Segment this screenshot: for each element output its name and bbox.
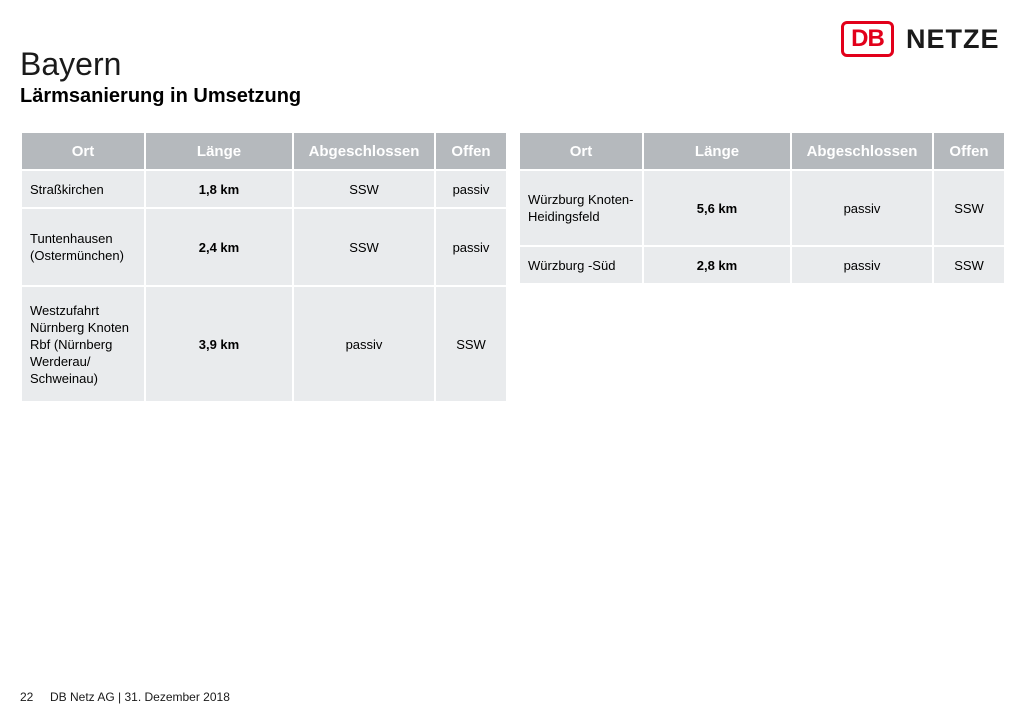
column-header-abgeschlossen: Abgeschlossen [293, 132, 435, 170]
cell-offen: passiv [435, 170, 507, 208]
cell-laenge: 3,9 km [145, 286, 293, 402]
cell-ort: Würzburg -Süd [519, 246, 643, 284]
column-header-abgeschlossen: Abgeschlossen [791, 132, 933, 170]
table-row [519, 246, 1005, 284]
table-header-row [519, 132, 1005, 170]
column-header-offen: Offen [435, 132, 507, 170]
cell-abgeschlossen: SSW [293, 170, 435, 208]
cell-ort: Westzufahrt Nürnberg Knoten Rbf (Nürnberg Werderau/ Schweinau) [21, 286, 145, 402]
cell-offen: passiv [435, 208, 507, 286]
page-title: Bayern [20, 46, 122, 82]
column-header-ort: Ort [21, 132, 145, 170]
table-row [519, 170, 1005, 246]
cell-laenge: 2,8 km [643, 246, 791, 284]
table-row [21, 208, 507, 286]
table-left [20, 131, 508, 403]
db-netze-logo [841, 19, 1000, 59]
cell-offen: SSW [933, 170, 1005, 246]
table-row [21, 286, 507, 402]
cell-offen: SSW [435, 286, 507, 402]
table-header-row [21, 132, 507, 170]
cell-abgeschlossen: passiv [791, 246, 933, 284]
cell-offen: SSW [933, 246, 1005, 284]
db-logo-mark: DB [841, 21, 894, 57]
column-header-ort: Ort [519, 132, 643, 170]
column-header-offen: Offen [933, 132, 1005, 170]
page-subtitle: Lärmsanierung in Umsetzung [20, 85, 302, 107]
footer-text: DB Netz AG | 31. Dezember 2018 [50, 690, 230, 704]
page-number: 22 [20, 690, 34, 704]
cell-laenge: 2,4 km [145, 208, 293, 286]
cell-abgeschlossen: SSW [293, 208, 435, 286]
cell-ort: Straßkirchen [21, 170, 145, 208]
table-right [518, 131, 1006, 285]
cell-ort: Würzburg Knoten-Heidingsfeld [519, 170, 643, 246]
cell-ort: Tuntenhausen (Ostermünchen) [21, 208, 145, 286]
cell-abgeschlossen: passiv [293, 286, 435, 402]
logo-text: NETZE [906, 23, 1000, 54]
cell-laenge: 1,8 km [145, 170, 293, 208]
cell-laenge: 5,6 km [643, 170, 791, 246]
table-row [21, 170, 507, 208]
cell-abgeschlossen: passiv [791, 170, 933, 246]
column-header-laenge: Länge [145, 132, 293, 170]
column-header-laenge: Länge [643, 132, 791, 170]
footer [20, 690, 230, 704]
